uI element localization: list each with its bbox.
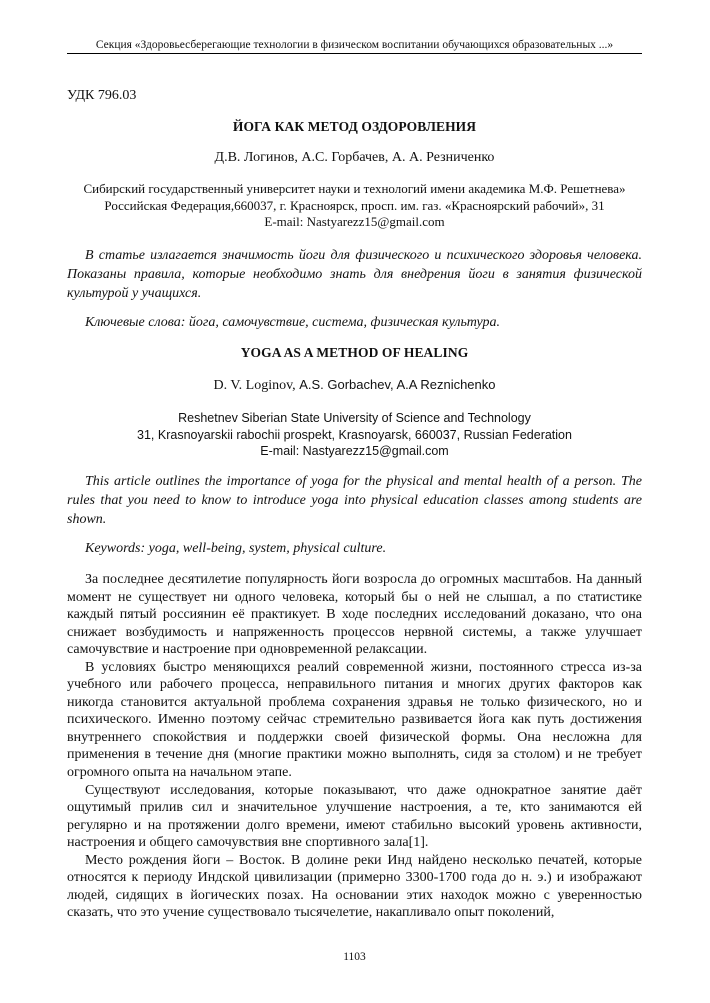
- ru-affiliation: [67, 181, 642, 231]
- en-abstract: This article outlines the importance of yoga for the physical and mental health of a person. The rules that you need to know to introduce yoga into physical education classes among students are shown.: [67, 474, 642, 527]
- ru-affiliation-line-2: Российская Федерация,660037, г. Красноярск, просп. им. газ. «Красноярский рабочий», 31: [104, 197, 605, 213]
- en-email: E-mail: Nastyarezz15@gmail.com: [260, 444, 449, 458]
- en-authors-first: D. V. Loginov,: [213, 378, 300, 393]
- ru-title: ЙОГА КАК МЕТОД ОЗДОРОВЛЕНИЯ: [232, 119, 477, 134]
- running-head: Секция «Здоровьесберегающие технологии в физическом воспитании обучающихся образовательных ...»: [67, 38, 642, 54]
- ru-keywords: Ключевые слова: йога, самочувствие, система, физическая культура.: [85, 315, 501, 330]
- ru-affiliation-line-1: Сибирский государственный университет науки и технологий имени академика М.Ф. Решетнева»: [83, 181, 626, 196]
- en-affiliation-line-1: Reshetnev Siberian State University of Science and Technology: [178, 411, 531, 425]
- en-authors-rest: A.S. Gorbachev, A.A Reznichenko: [299, 377, 496, 392]
- en-keywords: Keywords: yoga, well-being, system, physical culture.: [85, 541, 387, 556]
- body-paragraph-3: Существуют исследования, которые показывают, что даже однократное занятие даёт ощутимый прилив сил и значительное улучшение настроения, а те, кто занимаются ей регулярно и на протяжении долго времени, имеют стабильно высокий уровень активности, настроения и общего самочувствия вне спортивного зала[1].: [67, 782, 642, 851]
- en-affiliation: [67, 410, 642, 460]
- en-title: YOGA AS A METHOD OF HEALING: [240, 345, 469, 360]
- en-affiliation-line-2: 31, Krasnoyarskii rabochii prospekt, Krasnoyarsk, 660037, Russian Federation: [137, 427, 572, 442]
- ru-email: E-mail: Nastyarezz15@gmail.com: [264, 214, 445, 229]
- ru-abstract: В статье излагается значимость йоги для физического и психического здоровья человека. Показаны правила, которые необходимо знать для внедрения йоги в занятия физической культурой у учащихся.: [67, 248, 642, 301]
- udk-code: УДК 796.03: [67, 88, 137, 103]
- body-paragraph-1: За последнее десятилетие популярность йоги возросла до огромных масштабов. На данный момент не существует ни одного человека, который бы о ней не слышал, а по статистике каждый пятый россиянин её практикует. В ходе последних исследований доказано, что она снижает возбудимость и напряженность процессов нервной системы, а также улучшает самочувствие и настроение при одновременной релаксации.: [67, 572, 642, 658]
- ru-authors: Д.В. Логинов, А.С. Горбачев, А. А. Резниченко: [214, 150, 495, 165]
- en-authors: [67, 377, 642, 394]
- page-number: 1103: [343, 951, 366, 963]
- body-paragraph-2: В условиях быстро меняющихся реалий современной жизни, постоянного стресса из-за учебного или рабочего процесса, неправильного питания и многих других факторов как никогда становится актуальной проблема сохранения здравья не только физического, но и психического. Именно поэтому сейчас стремительно развивается йога как путь достижения внутреннего спокойствия и поддержки своей физической формы. Она несложна для применения в течение дня (многие практики можно выполнять, сидя за столом) и не требует огромного опыта на начальном этапе.: [67, 659, 642, 781]
- body-paragraph-4: Место рождения йоги – Восток. В долине реки Инд найдено несколько печатей, которые относятся к периоду Индской цивилизации (примерно 3300-1700 года до н. э.) и изображают людей, сидящих в йогических позах. На основании этих находок можно с уверенностью сказать, что это учение существовало тысячелетие, накапливало опыт поколений,: [67, 852, 642, 921]
- body-text: [67, 571, 642, 922]
